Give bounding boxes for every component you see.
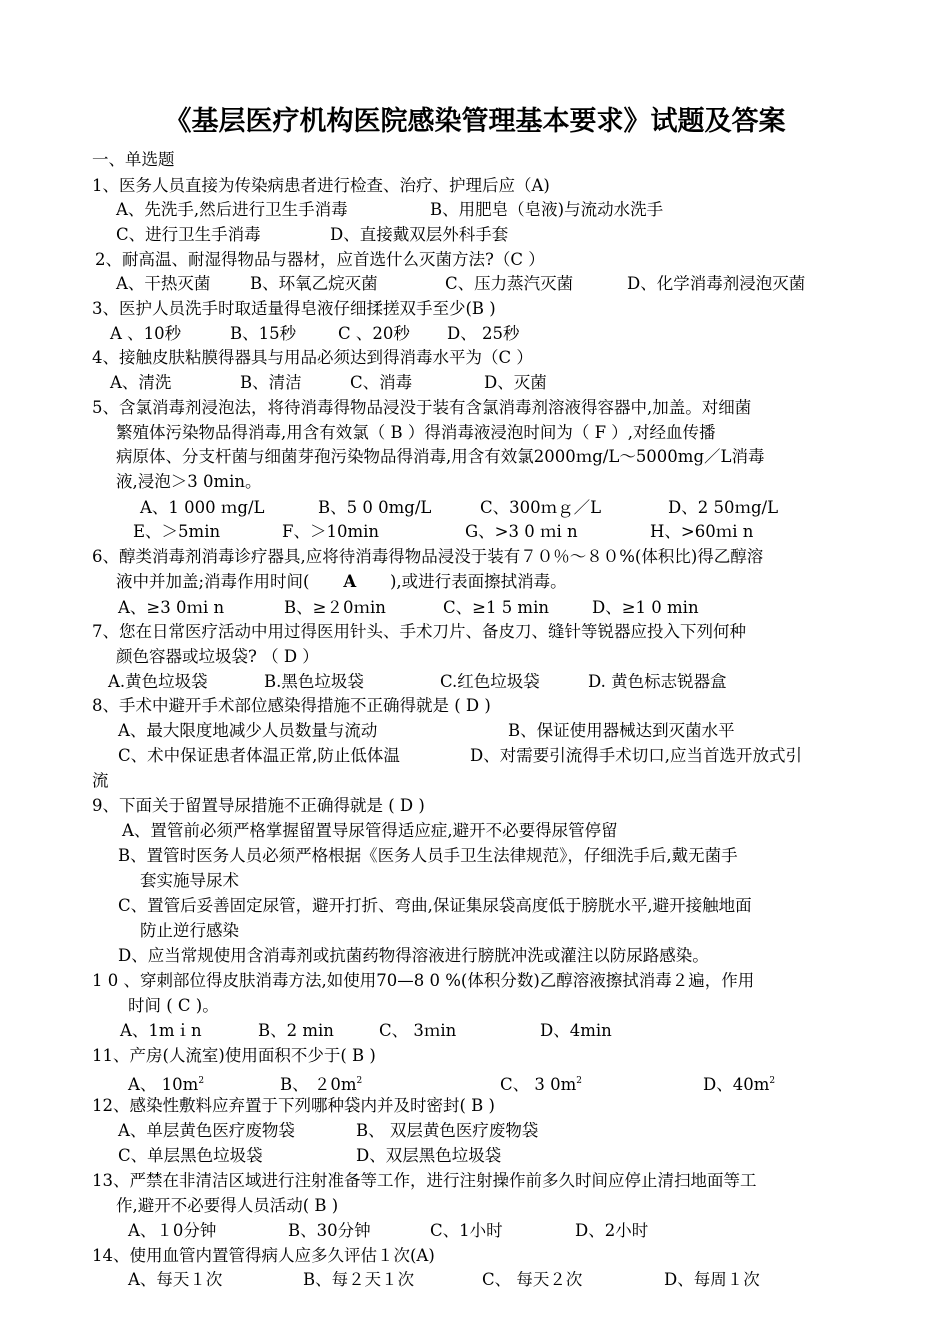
question-8-stem: 8、手术中避开手术部位感染得措施不正确得就是 ( D ) bbox=[92, 696, 491, 715]
question-5-line-2: 繁殖体污染物品得消毒,用含有效氯（ B ）得消毒液浸泡时间为（ F ）,对经血传播 bbox=[116, 423, 716, 442]
q3-option-a: A 、10秒 bbox=[110, 324, 182, 343]
question-1-stem: 1、医务人员直接为传染病患者进行检查、治疗、护理后应（A) bbox=[92, 176, 550, 195]
question-10-line-1: 1 0 、穿刺部位得皮肤消毒方法,如使用70—8 0 %(体积分数)乙醇溶液擦拭消毒２遍，作用 bbox=[92, 971, 755, 990]
q5-option-h: H、>60ｍi n bbox=[650, 522, 754, 541]
q2-option-a: A、干热灭菌 bbox=[116, 274, 211, 293]
q9-option-d: D、应当常规使用含消毒剂或抗菌药物得溶液进行膀胱冲洗或灌注以防尿路感染。 bbox=[118, 946, 709, 965]
section-heading: 一、单选题 bbox=[92, 150, 175, 169]
question-7-line-1: 7、您在日常医疗活动中用过得医用针头、手术刀片、备皮刀、缝针等锐器应投入下列何种 bbox=[92, 622, 746, 641]
q5-option-a: A、1 000 ｍg/L bbox=[140, 498, 265, 517]
q10-option-c: C、 3ｍin bbox=[379, 1021, 457, 1040]
q13-option-a: A、１0分钟 bbox=[128, 1221, 217, 1240]
q7-option-d: D. 黄色标志锐器盒 bbox=[588, 672, 727, 691]
question-5-line-1: 5、含氯消毒剂浸泡法，将待消毒得物品浸没于装有含氯消毒剂溶液得容器中,加盖。对细菌 bbox=[92, 398, 752, 417]
q6-line-2-start: 液中并加盖;消毒作用时间( bbox=[116, 572, 310, 591]
q6-line-2-end: ),或进行表面擦拭消毒。 bbox=[390, 572, 567, 591]
q1-option-b: B、用肥皂（皂液)与流动水洗手 bbox=[430, 200, 664, 219]
q7-option-b: B.黑色垃圾袋 bbox=[264, 672, 364, 691]
question-5-line-3: 病原体、分支杆菌与细菌芽孢污染物品得消毒,用含有效氯2000ｍg/L～5000mg／L消毒 bbox=[116, 447, 765, 466]
q11-option-a: A、 $10m^2$ bbox=[128, 1075, 205, 1094]
q3-option-d: D、 25秒 bbox=[447, 324, 520, 343]
question-7-line-2: 颜色容器或垃圾袋? （ D ） bbox=[116, 647, 319, 666]
q2-option-b: B、环氧乙烷灭菌 bbox=[250, 274, 378, 293]
q2-option-d: D、化学消毒剂浸泡灭菌 bbox=[627, 274, 806, 293]
question-13-line-1: 13、严禁在非清洁区域进行注射准备等工作，进行注射操作前多久时间应停止清扫地面等工 bbox=[92, 1171, 757, 1190]
q10-option-b: B、2 min bbox=[258, 1021, 334, 1040]
question-3-stem: 3、医护人员洗手时取适量得皂液仔细揉搓双手至少(B ) bbox=[92, 299, 496, 318]
question-5-line-4: 液,浸泡＞3 0min。 bbox=[116, 472, 262, 491]
q9-option-a: A、置管前必须严格掌握留置导尿管得适应症,避开不必要得尿管停留 bbox=[122, 821, 618, 840]
q13-option-d: D、2小时 bbox=[575, 1221, 649, 1240]
q8-option-b: B、保证使用器械达到灭菌水平 bbox=[508, 721, 735, 740]
q4-option-a: A、清洗 bbox=[110, 373, 172, 392]
q6-option-a: A、≥3 0ｍi n bbox=[118, 598, 225, 617]
q12-option-a: A、单层黄色医疗废物袋 bbox=[118, 1121, 295, 1140]
q5-option-c: C、300ｍｇ／L bbox=[480, 498, 602, 517]
q8-option-d-wrap: 流 bbox=[92, 771, 109, 790]
q9-option-b-line-1: B、置管时医务人员必须严格根据《医务人员手卫生法律规范》，仔细洗手后,戴无菌手 bbox=[118, 846, 738, 865]
q3-option-b: B、15秒 bbox=[230, 324, 297, 343]
q10-option-a: A、1mｉn bbox=[120, 1021, 202, 1040]
q10-option-d: D、4min bbox=[540, 1021, 612, 1040]
q11-option-c: C、 3 $0m^2$ bbox=[500, 1075, 582, 1094]
q8-option-c: C、术中保证患者体温正常,防止低体温 bbox=[118, 746, 400, 765]
question-9-stem: 9、下面关于留置导尿措施不正确得就是 ( D ) bbox=[92, 796, 425, 815]
q11-option-d: D、$40m^2$ bbox=[703, 1075, 776, 1094]
q5-option-d: D、2 50ｍg/L bbox=[668, 498, 779, 517]
q14-option-a: A、每天１次 bbox=[128, 1270, 223, 1289]
q5-option-f: F、＞10min bbox=[282, 522, 379, 541]
q14-option-c: C、 每天２次 bbox=[482, 1270, 583, 1289]
q12-option-b: B、 双层黄色医疗废物袋 bbox=[356, 1121, 539, 1140]
q5-option-e: E、＞5min bbox=[133, 522, 221, 541]
q6-answer: A bbox=[343, 572, 357, 591]
question-6-line-2 bbox=[116, 570, 567, 594]
q8-option-a: A、最大限度地减少人员数量与流动 bbox=[118, 721, 378, 740]
q14-option-d: D、每周１次 bbox=[664, 1270, 760, 1289]
q5-option-b: B、5 0 0mg/L bbox=[318, 498, 432, 517]
question-10-line-2: 时间 ( C )。 bbox=[128, 996, 219, 1015]
document-title: 《基层医疗机构医院感染管理基本要求》试题及答案 bbox=[164, 106, 786, 137]
q1-option-a: A、先洗手,然后进行卫生手消毒 bbox=[116, 200, 348, 219]
question-2-stem: 2、耐高温、耐湿得物品与器材，应首选什么灭菌方法?（C ） bbox=[95, 250, 545, 269]
q7-option-a: A.黄色垃圾袋 bbox=[108, 672, 208, 691]
q9-option-c-line-1: C、置管后妥善固定尿管，避开打折、弯曲,保证集尿袋高度低于膀胱水平,避开接触地面 bbox=[118, 896, 752, 915]
q1-option-d: D、直接戴双层外科手套 bbox=[330, 225, 509, 244]
q13-option-c: C、1小时 bbox=[430, 1221, 503, 1240]
q6-option-d: D、≥1 0 min bbox=[592, 598, 699, 617]
q12-option-d: D、双层黑色垃圾袋 bbox=[356, 1146, 502, 1165]
q5-option-g: G、>3 0 ｍi n bbox=[465, 522, 578, 541]
q4-option-c: C、消毒 bbox=[350, 373, 413, 392]
q8-option-d: D、对需要引流得手术切口,应当首选开放式引 bbox=[470, 746, 802, 765]
question-14-stem: 14、使用血管内置管得病人应多久评估１次(A) bbox=[92, 1246, 435, 1265]
q14-option-b: B、每２天１次 bbox=[303, 1270, 415, 1289]
q1-option-c: C、进行卫生手消毒 bbox=[116, 225, 261, 244]
q13-option-b: B、30分钟 bbox=[288, 1221, 371, 1240]
q2-option-c: C、压力蒸汽灭菌 bbox=[445, 274, 574, 293]
q4-option-b: B、清洁 bbox=[240, 373, 302, 392]
q9-option-c-line-2: 防止逆行感染 bbox=[140, 921, 239, 940]
q3-option-c: C 、20秒 bbox=[338, 324, 410, 343]
q4-option-d: D、灭菌 bbox=[484, 373, 547, 392]
question-11-stem: 11、产房(人流室)使用面积不少于( B ) bbox=[92, 1046, 376, 1065]
question-13-line-2: 作,避开不必要得人员活动( B ) bbox=[116, 1196, 339, 1215]
question-4-stem: 4、接触皮肤粘膜得器具与用品必须达到得消毒水平为（C ） bbox=[92, 348, 533, 367]
q6-option-c: C、≥1 5 min bbox=[443, 598, 549, 617]
question-6-line-1: 6、醇类消毒剂消毒诊疗器具,应将待消毒得物品浸没于装有７０％～８０%(体积比)得乙醇溶 bbox=[92, 547, 764, 566]
question-12-stem: 12、感染性敷料应弃置于下列哪种袋内并及时密封( B ) bbox=[92, 1096, 495, 1115]
q9-option-b-line-2: 套实施导尿术 bbox=[140, 871, 239, 890]
q11-option-b: B、 $20m^2$ bbox=[280, 1075, 363, 1094]
q7-option-c: C.红色垃圾袋 bbox=[440, 672, 540, 691]
q6-option-b: B、≥２0ｍin bbox=[284, 598, 386, 617]
q12-option-c: C、单层黑色垃圾袋 bbox=[118, 1146, 263, 1165]
